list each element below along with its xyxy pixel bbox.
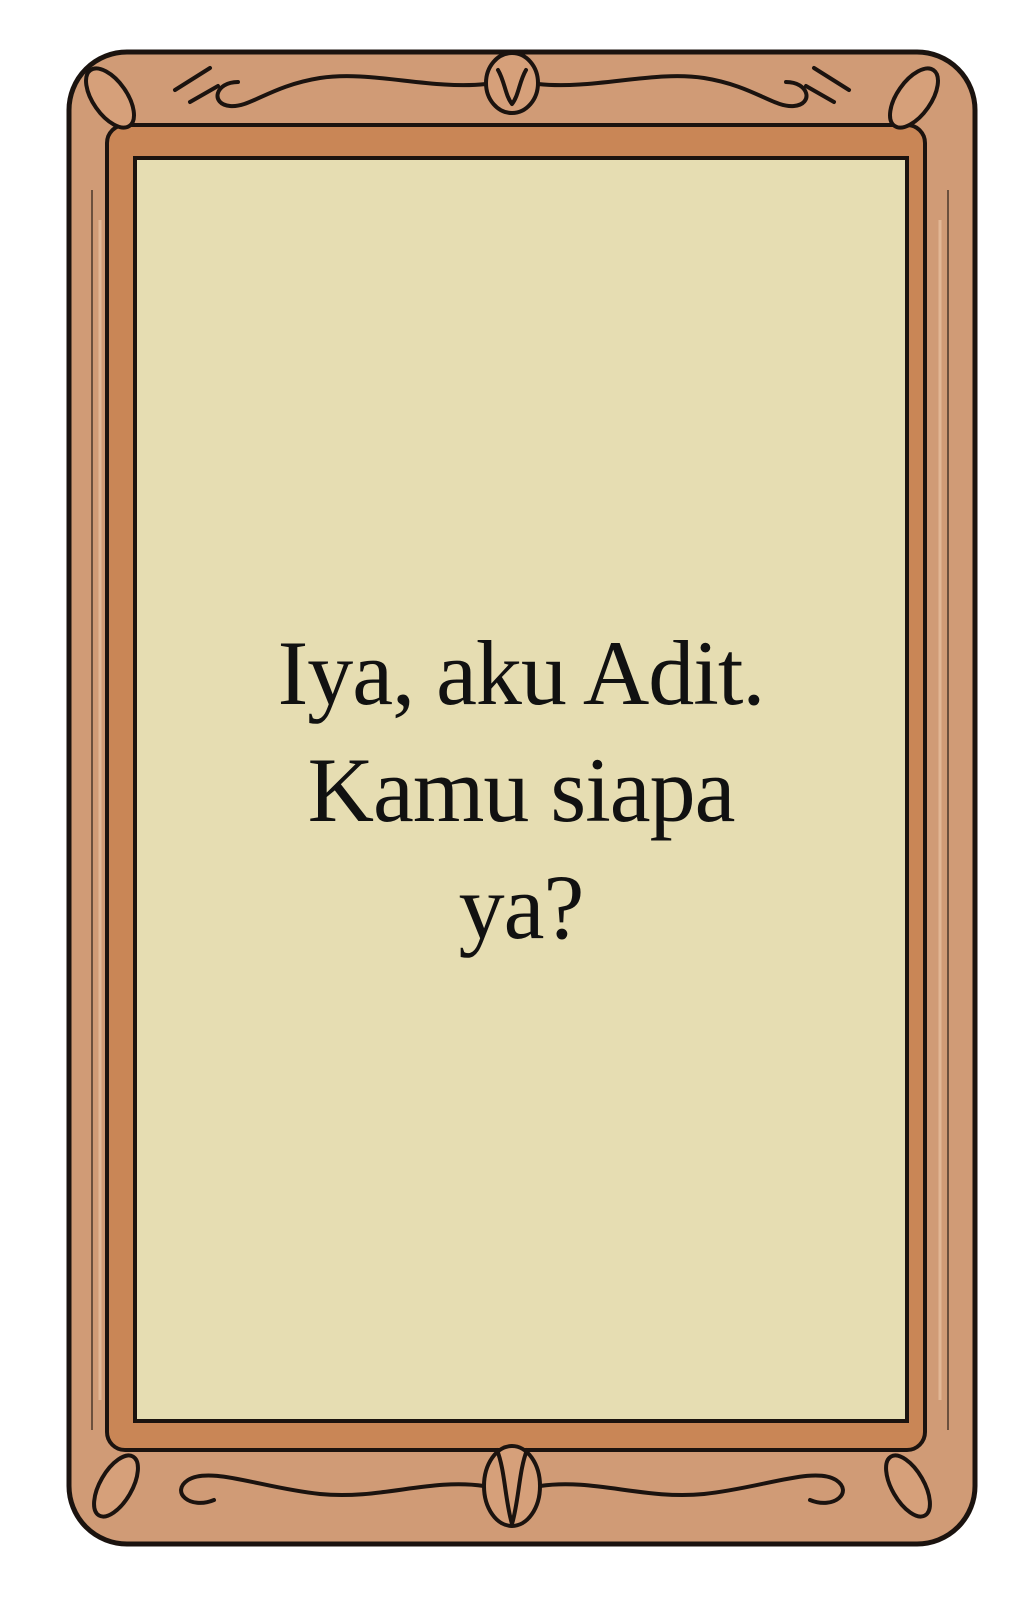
dialog-line-3: ya?: [458, 856, 584, 958]
dialog-text: [137, 163, 905, 1418]
dialog-line-2: Kamu siapa: [307, 739, 735, 841]
dialog-line-1: Iya, aku Adit.: [277, 622, 765, 724]
